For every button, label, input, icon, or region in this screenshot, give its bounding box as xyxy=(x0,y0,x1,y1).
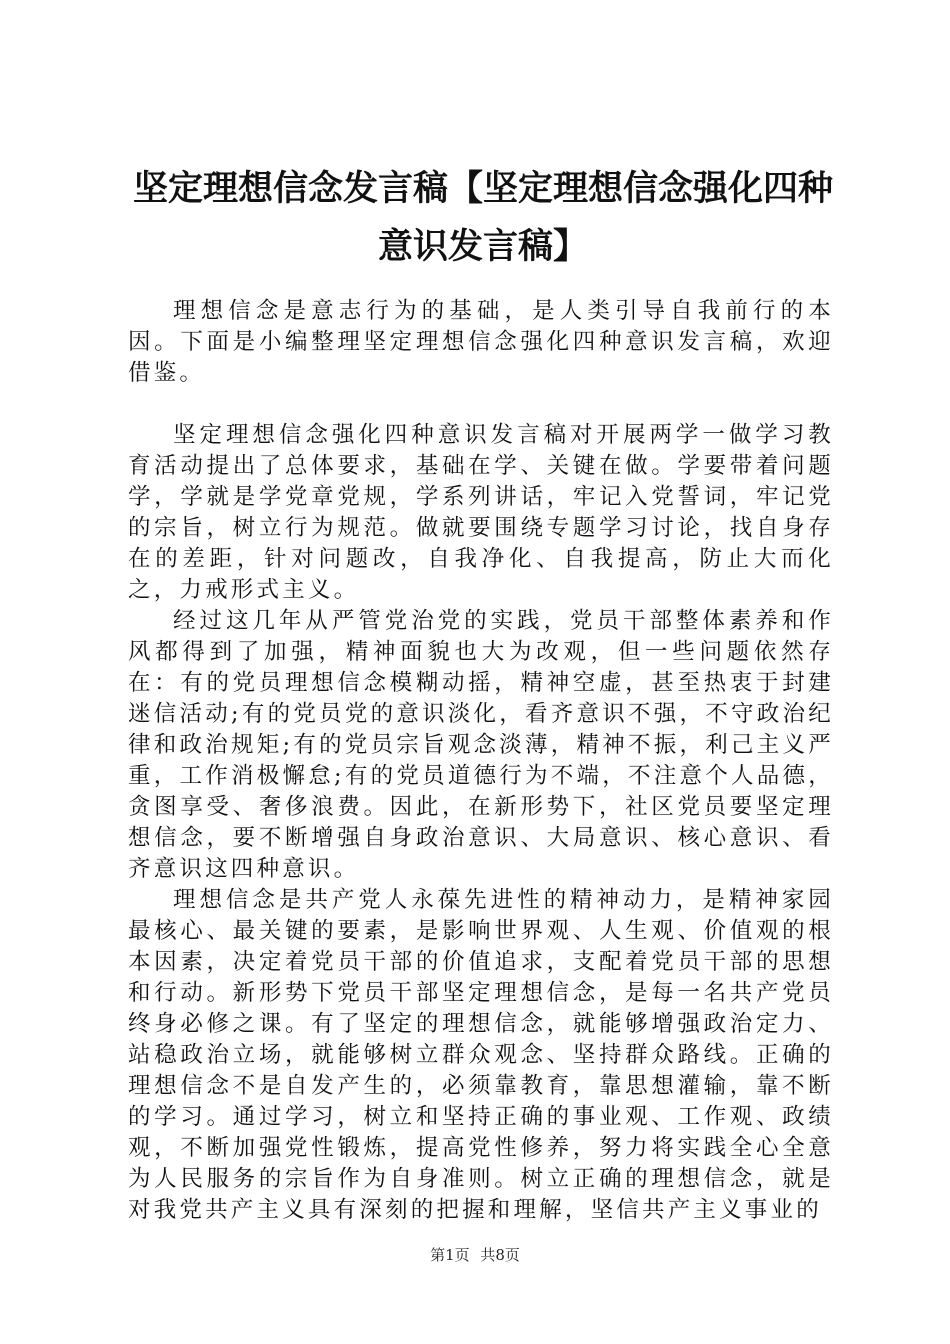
paragraph-2: 坚定理想信念强化四种意识发言稿对开展两学一做学习教育活动提出了总体要求，基础在学、关键在做。学要带着问题学，学就是学党章党规，学系列讲话，牢记入党誓词，牢记党的宗旨，树立行为规范。做就要围绕专题学习讨论，找自身存在的差距，针对问题改，自我净化、自我提高，防止大而化之，力戒形式主义。 xyxy=(128,422,834,603)
paragraph-3: 经过这几年从严管党治党的实践，党员干部整体素养和作风都得到了加强，精神面貌也大为改观，但一些问题依然存在：有的党员理想信念模糊动摇，精神空虚，甚至热衷于封建迷信活动;有的党员党的意识淡化，看齐意识不强，不守政治纪律和政治规矩;有的党员宗旨观念淡薄，精神不振，利己主义严重，工作消极懈怠;有的党员道德行为不端，不注意个人品德，贪图享受、奢侈浪费。因此，在新形势下，社区党员要坚定理想信念，要不断增强自身政治意识、大局意识、核心意识、看齐意识这四种意识。 xyxy=(128,608,834,882)
page-number-total: 共8页 xyxy=(480,1246,520,1264)
title-line-2: 意识发言稿】 xyxy=(377,226,588,267)
document-body xyxy=(128,296,834,1226)
paragraph-4: 理想信念是共产党人永葆先进性的精神动力，是精神家园最核心、最关键的要素，是影响世界观、人生观、价值观的根本因素，决定着党员干部的价值追求，支配着党员干部的思想和行动。新形势下党员干部坚定理想信念，是每一名共产党员终身必修之课。有了坚定的理想信念，就能够增强政治定力、站稳政治立场，就能够树立群众观念、坚持群众路线。正确的理想信念不是自发产生的，必须靠教育，靠思想灌输，靠不断的学习。通过学习，树立和坚持正确的事业观、工作观、政绩观，不断加强党性锻炼，提高党性修养，努力将实践全心全意为人民服务的宗旨作为自身准则。树立正确的理想信念，就是对我党共产主义具有深刻的把握和理解，坚信共产主义事业的 xyxy=(128,887,834,1223)
page-footer xyxy=(0,1244,950,1265)
page-number-current: 第1页 xyxy=(430,1246,470,1264)
paragraph-intro: 理想信念是意志行为的基础，是人类引导自我前行的本因。下面是小编整理坚定理想信念强化四种意识发言稿，欢迎借鉴。 xyxy=(128,298,834,386)
title-line-1: 坚定理想信念发言稿【坚定理想信念强化四种 xyxy=(132,168,833,209)
document-title xyxy=(128,160,838,276)
